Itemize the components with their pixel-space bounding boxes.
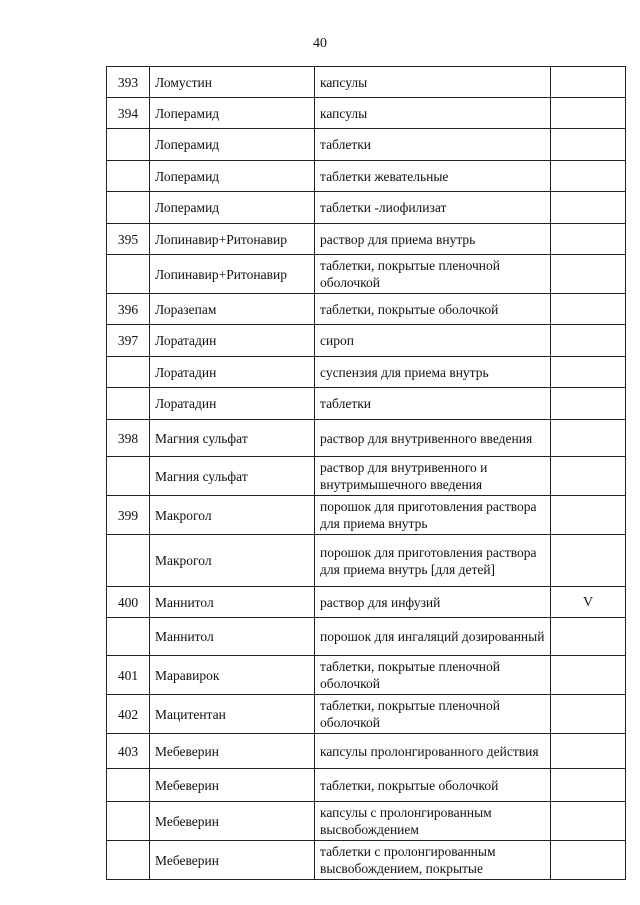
dosage-form: сироп xyxy=(315,325,551,357)
table-row xyxy=(107,161,626,192)
dosage-form: таблетки жевательные xyxy=(315,161,551,192)
list-mark xyxy=(551,802,626,841)
list-mark xyxy=(551,325,626,357)
drug-name: Магния сульфат xyxy=(150,457,315,496)
row-number: 399 xyxy=(107,496,150,535)
dosage-form: таблетки, покрытые пленочной оболочкой xyxy=(315,255,551,294)
list-mark xyxy=(551,294,626,325)
list-mark xyxy=(551,388,626,420)
row-number xyxy=(107,192,150,224)
row-number xyxy=(107,388,150,420)
row-number: 395 xyxy=(107,224,150,255)
table-row xyxy=(107,325,626,357)
dosage-form: порошок для приготовления раствора для приема внутрь xyxy=(315,496,551,535)
drug-name: Лоратадин xyxy=(150,388,315,420)
dosage-form: таблетки xyxy=(315,129,551,161)
drug-name: Маннитол xyxy=(150,587,315,618)
drug-name: Лоразепам xyxy=(150,294,315,325)
dosage-form: раствор для внутривенного и внутримышечного введения xyxy=(315,457,551,496)
list-mark: V xyxy=(551,587,626,618)
list-mark xyxy=(551,192,626,224)
list-mark xyxy=(551,357,626,388)
table-row xyxy=(107,129,626,161)
row-number xyxy=(107,535,150,587)
row-number: 400 xyxy=(107,587,150,618)
dosage-form: таблетки, покрытые пленочной оболочкой xyxy=(315,695,551,734)
list-mark xyxy=(551,769,626,802)
list-mark xyxy=(551,841,626,880)
dosage-form: суспензия для приема внутрь xyxy=(315,357,551,388)
drug-name: Лоперамид xyxy=(150,161,315,192)
row-number: 403 xyxy=(107,734,150,769)
row-number: 396 xyxy=(107,294,150,325)
drug-name: Лоперамид xyxy=(150,192,315,224)
drug-name: Мебеверин xyxy=(150,734,315,769)
table-row xyxy=(107,192,626,224)
drug-name: Маравирок xyxy=(150,656,315,695)
dosage-form: капсулы xyxy=(315,67,551,98)
list-mark xyxy=(551,695,626,734)
dosage-form: капсулы xyxy=(315,98,551,129)
drug-name: Маннитол xyxy=(150,618,315,656)
row-number xyxy=(107,457,150,496)
row-number xyxy=(107,255,150,294)
table-row xyxy=(107,587,626,618)
list-mark xyxy=(551,618,626,656)
drug-name: Лоперамид xyxy=(150,98,315,129)
drug-name: Магния сульфат xyxy=(150,420,315,457)
drug-name: Лопинавир+Ритонавир xyxy=(150,224,315,255)
table-row xyxy=(107,769,626,802)
table-row xyxy=(107,695,626,734)
list-mark xyxy=(551,224,626,255)
list-mark xyxy=(551,457,626,496)
list-mark xyxy=(551,535,626,587)
row-number: 398 xyxy=(107,420,150,457)
dosage-form: таблетки xyxy=(315,388,551,420)
row-number xyxy=(107,802,150,841)
dosage-form: таблетки с пролонгированным высвобождением, покрытые xyxy=(315,841,551,880)
table-row xyxy=(107,294,626,325)
dosage-form: капсулы с пролонгированным высвобождением xyxy=(315,802,551,841)
row-number xyxy=(107,357,150,388)
table-row xyxy=(107,496,626,535)
table-row xyxy=(107,656,626,695)
row-number: 401 xyxy=(107,656,150,695)
dosage-form: раствор для внутривенного введения xyxy=(315,420,551,457)
drug-name: Макрогол xyxy=(150,496,315,535)
list-mark xyxy=(551,734,626,769)
dosage-form: раствор для приема внутрь xyxy=(315,224,551,255)
drug-name: Мебеверин xyxy=(150,802,315,841)
list-mark xyxy=(551,67,626,98)
drug-name: Мебеверин xyxy=(150,841,315,880)
drug-table xyxy=(106,66,626,880)
drug-name: Лопинавир+Ритонавир xyxy=(150,255,315,294)
table-row xyxy=(107,98,626,129)
table-row xyxy=(107,420,626,457)
row-number xyxy=(107,129,150,161)
row-number xyxy=(107,618,150,656)
row-number xyxy=(107,161,150,192)
drug-name: Мебеверин xyxy=(150,769,315,802)
list-mark xyxy=(551,129,626,161)
table-row xyxy=(107,357,626,388)
drug-name: Лоратадин xyxy=(150,357,315,388)
dosage-form: порошок для приготовления раствора для приема внутрь [для детей] xyxy=(315,535,551,587)
dosage-form: капсулы пролонгированного действия xyxy=(315,734,551,769)
dosage-form: таблетки, покрытые оболочкой xyxy=(315,294,551,325)
table-row xyxy=(107,618,626,656)
row-number: 397 xyxy=(107,325,150,357)
list-mark xyxy=(551,98,626,129)
table-row xyxy=(107,457,626,496)
drug-name: Лоратадин xyxy=(150,325,315,357)
list-mark xyxy=(551,496,626,535)
list-mark xyxy=(551,656,626,695)
drug-name: Ломустин xyxy=(150,67,315,98)
dosage-form: таблетки, покрытые оболочкой xyxy=(315,769,551,802)
drug-name: Мацитентан xyxy=(150,695,315,734)
table-row xyxy=(107,841,626,880)
table-row xyxy=(107,255,626,294)
row-number: 402 xyxy=(107,695,150,734)
table-row xyxy=(107,67,626,98)
table-row xyxy=(107,802,626,841)
list-mark xyxy=(551,255,626,294)
dosage-form: таблетки, покрытые пленочной оболочкой xyxy=(315,656,551,695)
list-mark xyxy=(551,420,626,457)
dosage-form: таблетки -лиофилизат xyxy=(315,192,551,224)
row-number xyxy=(107,769,150,802)
row-number xyxy=(107,841,150,880)
list-mark xyxy=(551,161,626,192)
drug-name: Макрогол xyxy=(150,535,315,587)
dosage-form: раствор для инфузий xyxy=(315,587,551,618)
row-number: 394 xyxy=(107,98,150,129)
table-row xyxy=(107,388,626,420)
row-number: 393 xyxy=(107,67,150,98)
page-number: 40 xyxy=(313,36,327,51)
table-row xyxy=(107,734,626,769)
table-row xyxy=(107,224,626,255)
drug-name: Лоперамид xyxy=(150,129,315,161)
dosage-form: порошок для ингаляций дозированный xyxy=(315,618,551,656)
table-row xyxy=(107,535,626,587)
